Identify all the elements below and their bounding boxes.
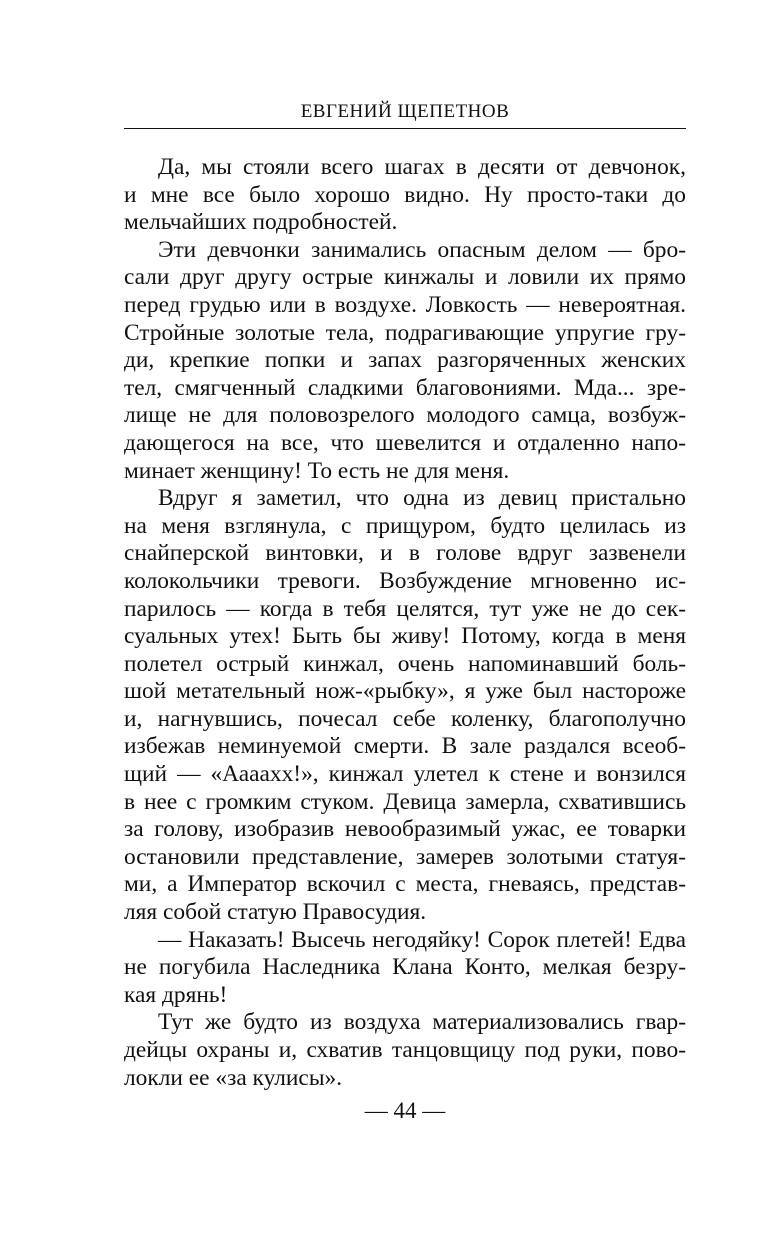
text-line: Тут же будто из воздуха материализовались гвар- <box>158 1009 686 1036</box>
paragraph <box>124 1009 686 1092</box>
text-line: ляя собой статую Правосудия. <box>124 899 427 926</box>
text-line: дающегося на все, что шевелится и отдаленно напо- <box>124 429 686 456</box>
text-line: Эти девчонки занимались опасным делом — бро- <box>158 236 686 263</box>
text-line: Вдруг я заметил, что одна из девиц пристально <box>158 485 686 512</box>
text-line: локли ее «за кулисы». <box>124 1064 343 1091</box>
text-line: за голову, изобразив невообразимый ужас, ее товарки <box>124 816 686 843</box>
text-line: ди, крепкие попки и запах разгоряченных женских <box>124 347 686 374</box>
text-line: избежав неминуемой смерти. В зале раздался всеоб- <box>124 733 686 760</box>
text-line: парилось — когда в тебя целятся, тут уже не до сек- <box>124 595 686 622</box>
text-line: на меня взглянула, с прищуром, будто целилась из <box>124 512 686 539</box>
text-line: и, нагнувшись, почесал себе коленку, благополучно <box>124 705 686 732</box>
text-line: тел, смягченный сладкими благовониями. Мда... зре- <box>124 374 686 401</box>
text-line: не погубила Наследника Клана Конто, мелкая безру- <box>124 954 686 981</box>
text-line: щий — «Аааахх!», кинжал улетел к стене и вонзился <box>124 761 686 788</box>
text-line: перед грудью или в воздухе. Ловкость — невероятная. <box>124 291 686 318</box>
header-rule <box>124 128 686 129</box>
text-line: в нее с громким стуком. Девица замерла, схватившись <box>124 788 686 815</box>
paragraph <box>124 154 686 237</box>
text-line: снайперской винтовки, и в голове вдруг зазвенели <box>124 540 686 567</box>
text-line: полетел острый кинжал, очень напоминавший боль- <box>124 650 686 677</box>
text-line: колокольчики тревоги. Возбуждение мгновенно ис- <box>124 567 686 594</box>
text-line: сали друг другу острые кинжалы и ловили их прямо <box>124 264 686 291</box>
text-line: минает женщину! То есть не для меня. <box>124 457 510 484</box>
text-line: шой метательный нож-«рыбку», я уже был настороже <box>124 678 686 705</box>
paragraph <box>124 927 686 1010</box>
text-line: — Наказать! Высечь негодяйку! Сорок плетей! Едва <box>158 926 686 953</box>
body-text <box>124 154 686 1092</box>
paragraph <box>124 237 686 485</box>
paragraph <box>124 485 686 927</box>
text-line: кая дрянь! <box>124 981 228 1008</box>
text-line: лище не для половозрелого молодого самца, возбуж- <box>124 402 686 429</box>
text-line: Стройные золотые тела, подрагивающие упругие гру- <box>124 319 686 346</box>
running-head: ЕВГЕНИЙ ЩЕПЕТНОВ <box>300 101 510 122</box>
text-line: дейцы охраны и, схватив танцовщицу под руки, пово- <box>124 1037 686 1063</box>
text-line: ми, а Император вскочил с места, гневаясь, представ- <box>124 871 686 898</box>
text-line: суальных утех! Быть бы живу! Потому, когда в меня <box>124 623 686 650</box>
text-line: и мне все было хорошо видно. Ну просто-таки до <box>124 181 686 208</box>
text-line: Да, мы стояли всего шагах в десяти от девчонок, <box>158 154 686 180</box>
text-line: остановили представление, замерев золотыми статуя- <box>124 843 686 870</box>
page-number: — 44 — <box>364 1098 446 1123</box>
text-line: мельчайших подробностей. <box>124 209 398 236</box>
